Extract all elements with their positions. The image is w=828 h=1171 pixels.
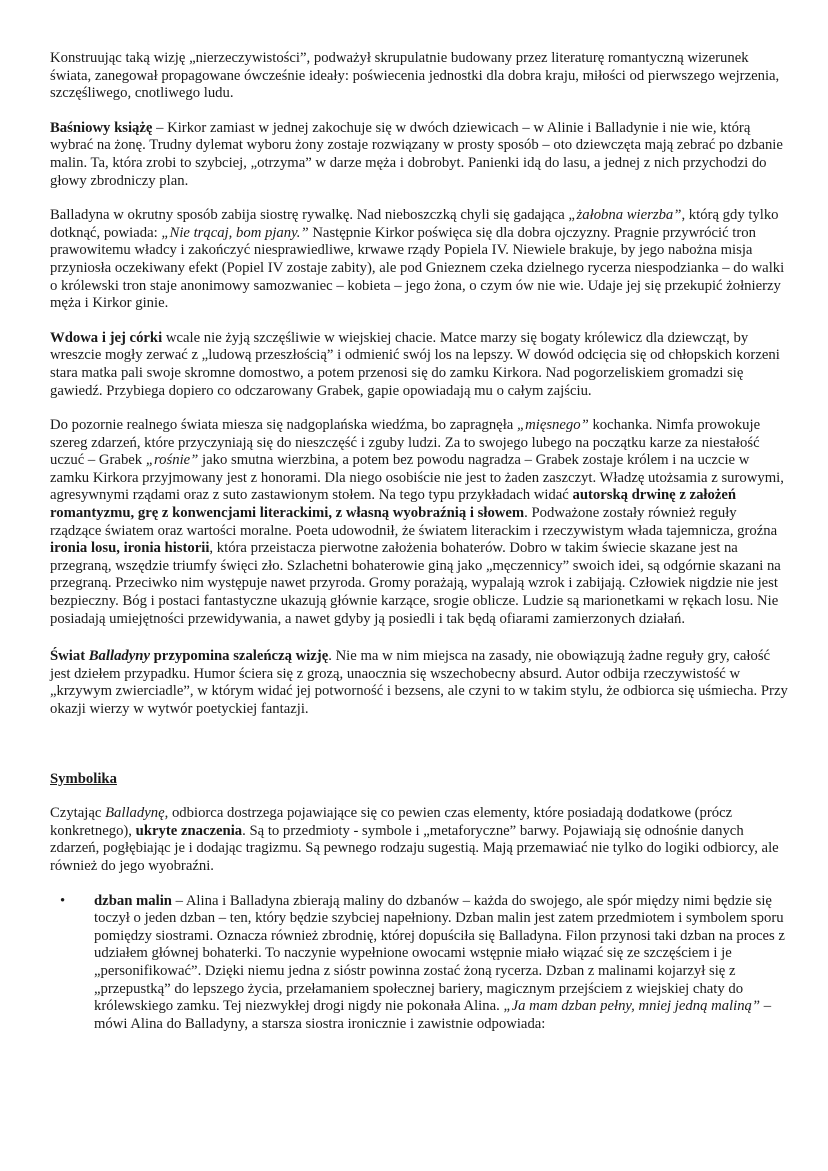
text-run: – Alina i Balladyna zbierają maliny do dzbanów – każda do swojego, ale spór między nimi będzie się toczył o jeden dzban – ten, który będzie szybciej napełniony. Dzban malin jest zatem przedmiotem i symbolem sporu pomiędzy siostrami. Oznacza również zbrodnię, której dopuściła się Balladyna. Filon przynosi taki dzban na proces z udziałem głównej bohaterki. To naczynie wypełnione owocami wstępnie miało wiązać się ze szczęściem i je „personifikować”. Dzięki niemu jedna z sióstr powinna zostać żoną rycerza. Dzban z malinami kojarzył się z „przepustką” do lepszego życia, przełamaniem społecznej bariery, magicznym przejściem z wiejskiej chaty do królewskiego zamku. Tej niezwykłej drogi nigdy nie pokonała Alina. bbox=[94, 892, 785, 1015]
paragraph-swiat-balladyny bbox=[50, 648, 788, 718]
bold-text-run: przypomina szaleńczą wizję bbox=[149, 648, 329, 665]
bold-text-run: ukryte znaczenia bbox=[135, 822, 243, 839]
text-run: wcale nie żyją szczęśliwie w wiejskiej chacie. Matce marzy się bogaty królewicz dla dziewcząt, by wreszcie mogły zerwać z „ludową przeszłością” i odmienić swój los na lepszy. W dowód odcięcia się od chłopskich korzeni stara matka pali swoje skromne domostwo, a potem przenosi się do zamku Kirkora. Nad pogorzeliskiem gromadzi się gawiedź. Przybiega dopiero co odczarowany Grabek, gapie opowiadają mu o całym zajściu. bbox=[50, 329, 780, 399]
text-run: , którą gdy tylko dotknąć, powiada: bbox=[50, 207, 779, 241]
paragraph-balladyna bbox=[50, 207, 788, 313]
bold-text-run: Wdowa i jej córki bbox=[50, 329, 163, 346]
text-run: Do pozornie realnego świata miesza się nadgoplańska wiedźma, bo zapragnęła bbox=[50, 417, 517, 434]
text-run: kochanka. Nimfa prowokuje szereg zdarzeń, które przyczyniają się do nieszczęść i zguby ludzi. Za to swojego lubego na początku karze za niestałość uczuć – Grabek bbox=[50, 417, 761, 469]
bold-text-run bbox=[89, 648, 150, 664]
italic-text-run: „rośnie” bbox=[145, 452, 199, 469]
text-run: . Nie ma w nim miejsca na zasady, nie obowiązują żadne reguły gry, całość jest dziełem przypadku. Humor ściera się z grozą, unaocznia się wszechobecny absurd. Autor odbija rzeczywistość w „krzywym zwierciadle”, w którym widać jej potworność i bezsens, ale czyni to w takim stylu, że odbiorca się uśmiecha. Przy okazji wierzy w wytwór poetyckiej fantazji. bbox=[50, 648, 788, 717]
italic-text-run: „Ja mam dzban pełny, mniej jedną maliną” bbox=[503, 998, 761, 1015]
text-run: jako smutna wierzbina, a potem bez powodu nagradza – Grabek zostaje królem i na uczcie w zamku Kirkora przyjmowany jest z honorami. Dla niego osobiście nie jest to żaden zaszczyt. Władzę utożsamia z surowymi, agresywnymi rządami oraz z suto zastawionym stołem. Na tego typu przykładach widać bbox=[50, 452, 784, 504]
italic-text-run: „mięsnego” bbox=[516, 417, 589, 434]
document-page bbox=[50, 50, 788, 1033]
text-run: . Są to przedmioty - symbole i „metaforyczne” barwy. Pojawiają się odnośnie danych zdarzeń, pogłębiając je i dodając tragizmu. Są pewnego rodzaju sugestią. Mają przemawiać nie tylko do logiki odbiorcy, ale również do jego wyobraźni. bbox=[50, 822, 779, 874]
section-heading-symbolika: Symbolika bbox=[50, 770, 117, 787]
text-run: – mówi Alina do Balladyny, a starsza siostra ironicznie i zawistnie odpowiada: bbox=[94, 998, 772, 1032]
list-item-dzban-malin bbox=[50, 893, 788, 1034]
text-run: – Kirkor zamiast w jednej zakochuje się w dwóch dziewicach – w Alinie i Balladynie i nie wie, którą wybrać na żonę. Trudny dylemat wyboru żony zostaje rozwiązany w prosty sposób – oto dziewczęta mają zebrać po dzbanie malin. Ta, która zrobi to szybciej, „otrzyma” w darze męża i dobrobyt. Panienki idą do lasu, a jednej z nich przychodzi do głowy zbrodniczy plan. bbox=[50, 119, 783, 189]
bold-text-run: autorską drwinę z założeń romantyzmu, grę z konwencjami literackimi, z własną wyobraźnią i słowem bbox=[50, 487, 737, 522]
paragraph-intro bbox=[50, 50, 788, 103]
bold-text-run: ironia losu, ironia historii bbox=[50, 540, 210, 557]
text-run: Balladyny bbox=[88, 648, 150, 665]
text-run: Balladyna w okrutny sposób zabija siostrę rywalkę. Nad nieboszczką chyli się gadająca bbox=[50, 207, 569, 224]
text-run: Czytając bbox=[50, 805, 106, 822]
list-item-text bbox=[94, 893, 785, 1032]
paragraph-wdowa bbox=[50, 330, 788, 400]
paragraph-nimfa bbox=[50, 417, 788, 628]
bold-text-run: Świat bbox=[50, 648, 89, 665]
text-run: , odbiorca dostrzega pojawiające się co pewien czas elementy, które posiadają dodatkowe (prócz konkretnego), bbox=[50, 805, 733, 839]
text-run: Następnie Kirkor poświęca się dla dobra ojczyzny. Pragnie przywrócić tron prawowitemu władcy i zakończyć niesprawiedliwe, krwawe rządy Popiela IV. Niewiele brakuje, by jego nabożna misja przyniosła oczekiwany efekt (Popiel IV zostaje zabity), ale pod Gnieznem czeka dzielnego rycerza niespodzianka – do walki o królewski tron staje anonimowy samozwaniec – kobieta – jego żona, o czym ów nie wie. Udaje jej się przekupić żołnierzy męża i Kirkor ginie. bbox=[50, 224, 785, 312]
paragraph-basniowy-ksiaze bbox=[50, 120, 788, 190]
text-run: Konstruując taką wizję „nierzeczywistości”, podważył skrupulatnie budowany przez literaturę romantyczną wizerunek świata, zanegował propagowane ówcześnie ideały: poświecenia jednostki dla dobra kraju, miłości od pierwszego wejrzenia, szczęśliwego, cnotliwego ludu. bbox=[50, 50, 780, 102]
text-run: . Podważone zostały również reguły rządzące światem oraz wartości moralne. Poeta udowodnił, że światem literackim i rzeczywistym włada tajemnicza, groźna bbox=[50, 505, 778, 539]
paragraph-symbolika-intro bbox=[50, 805, 788, 875]
bullet-icon: • bbox=[60, 892, 66, 909]
italic-text-run: Balladynę bbox=[105, 805, 165, 822]
italic-text-run: „Nie trącaj, bom pjany.” bbox=[161, 224, 309, 241]
bold-text-run: Baśniowy książę bbox=[50, 119, 153, 136]
italic-text-run: „żałobna wierzba” bbox=[568, 207, 682, 224]
bold-text-run: dzban malin bbox=[94, 892, 172, 909]
symbol-list bbox=[50, 893, 788, 1034]
text-run: , która przeistacza pierwotne założenia bohaterów. Dobro w takim świecie skazane jest na przegraną, wszędzie triumfy święci zło. Szlachetni bohaterowie giną jako „męczennicy” swoich idei, są odgórnie skazani na przegraną. Przeciwko nim występuje nawet przyroda. Gromy porażają, wypalają wzrok i zabijają. Człowiek nigdzie nie jest bezpieczny. Bóg i postaci fantastyczne ukazują głównie karzące, srogie oblicze. Ludzie są marionetkami w rękach losu. Nie posiadają umiejętności przewidywania, a nawet gdyby ją posiedli i tak będą ofiarami zamierzonych działań. bbox=[50, 540, 781, 627]
